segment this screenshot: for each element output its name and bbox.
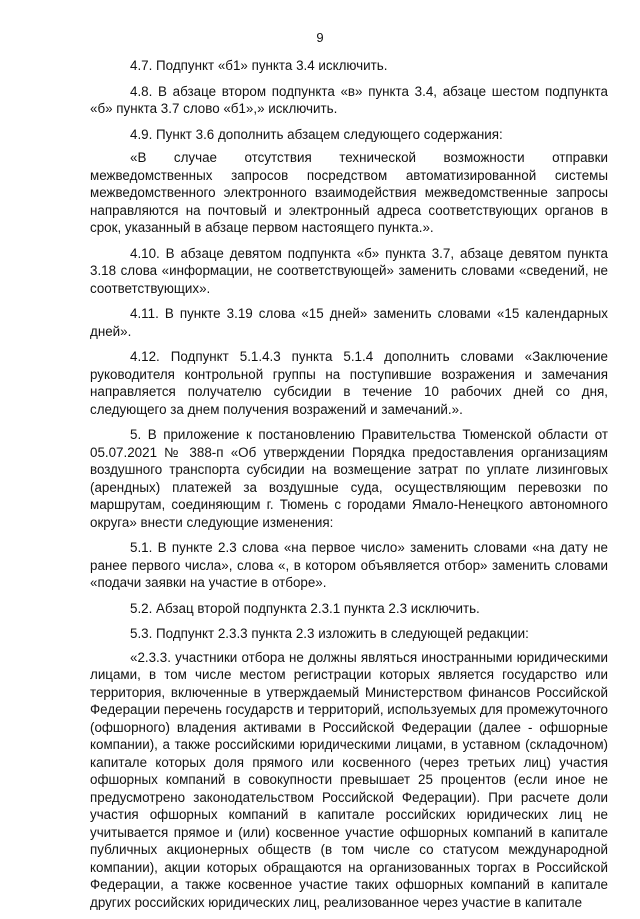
- page-number: 9: [316, 30, 324, 45]
- paragraph-5: 5. В приложение к постановлению Правительства Тюменской области от 05.07.2021 № 388-п «Об утверждении Порядка предоставления организациям воздушного транспорта субсидии на возмещение затрат по уплате лизинговых (арендных) платежей за воздушные суда, осуществляющим перевозки по маршрутам, соединяющим г. Тюмень с городами Ямало-Ненецкого автономного округа» внести следующие изменения:: [90, 427, 608, 530]
- paragraph-4-7: 4.7. Подпункт «б1» пункта 3.4 исключить.: [130, 58, 388, 73]
- paragraph-2-3-3-quote: «2.3.3. участники отбора не должны являться иностранными юридическими лицами, в том числе местом регистрации которых является государство или территория, включенные в утверждаемый Министерством финансов Российской Федерации перечень государств и территорий, используемых для промежуточного (офшорного) владения активами в Российской Федерации (далее - офшорные компании), а также российскими юридическими лицами, в уставном (складочном) капитале которых доля прямого или косвенного (через третьих лиц) участия офшорных компаний в совокупности превышает 25 процентов (если иное не предусмотрено законодательством Российской Федерации). При расчете доли участия офшорных компаний в капитале российских юридических лиц не учитывается прямое и (или) косвенное участие офшорных компаний в капитале публичных акционерных обществ (в том числе со статусом международной компании), акции которых обращаются на организованных торгах в Российской Федерации, а также косвенное участие таких офшорных компаний в капитале других российских юридических лиц, реализованное через участие в капитале: [90, 649, 608, 910]
- paragraph-4-10: 4.10. В абзаце девятом подпункта «б» пункта 3.7, абзаце девятом пункта 3.18 слова «информации, не соответствующей» заменить словами «сведений, не соответствующих».: [90, 245, 608, 296]
- paragraph-4-8: 4.8. В абзаце втором подпункта «в» пункта 3.4, абзаце шестом подпункта «б» пункта 3.7 слово «б1»,» исключить.: [90, 83, 608, 116]
- paragraph-4-9-quote: «В случае отсутствия технической возможности отправки межведомственных запросов посредством автоматизированной системы межведомственного электронного взаимодействия межведомственные запросы направляются на почтовый и электронный адреса соответствующих органов в срок, указанный в абзаце первом настоящего пункта.».: [90, 150, 608, 235]
- paragraph-5-3: 5.3. Подпункт 2.3.3 пункта 2.3 изложить в следующей редакции:: [130, 626, 529, 641]
- document-body: [90, 57, 608, 919]
- paragraph-5-1: 5.1. В пункте 2.3 слова «на первое число» заменить словами «на дату не ранее первого числа», слова «, в котором объявляется отбор» заменить словами «подачи заявки на участие в отборе».: [90, 540, 608, 590]
- paragraph-5-2: 5.2. Абзац второй подпункта 2.3.1 пункта 2.3 исключить.: [130, 600, 480, 616]
- paragraph-4-11: 4.11. В пункте 3.19 слова «15 дней» заменить словами «15 календарных дней».: [90, 306, 608, 339]
- paragraph-4-12: 4.12. Подпункт 5.1.4.3 пункта 5.1.4 дополнить словами «Заключение руководителя контрольной группы на поступившие возражения и замечания направляется получателю субсидии в течение 10 рабочих дней со дня, следующего за днем получения возражений и замечаний.».: [90, 349, 608, 417]
- paragraph-4-9: 4.9. Пункт 3.6 дополнить абзацем следующего содержания:: [130, 126, 503, 142]
